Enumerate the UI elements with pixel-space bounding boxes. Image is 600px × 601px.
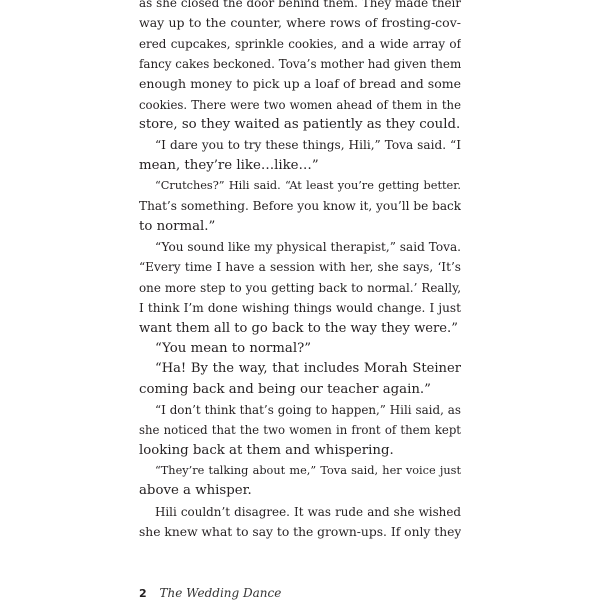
text-line: mean, they’re like…like…” bbox=[139, 157, 319, 173]
text-line: want them all to go back to the way they were.” bbox=[139, 320, 458, 336]
text-line: “They’re talking about me,” Tova said, her voice just bbox=[155, 463, 461, 477]
page-footer bbox=[139, 586, 281, 601]
text-line: “I dare you to try these things, Hili,” Tova said. “I bbox=[155, 138, 461, 153]
text-line: That’s something. Before you know it, you’ll be back bbox=[139, 199, 461, 214]
text-line: enough money to pick up a loaf of bread and some bbox=[139, 76, 461, 92]
text-line: “Ha! By the way, that includes Morah Steiner bbox=[155, 361, 461, 377]
text-line: “I don’t think that’s going to happen,” Hili said, as bbox=[155, 402, 461, 417]
text-line: coming back and being our teacher again.” bbox=[139, 381, 431, 397]
text-line: “You mean to normal?” bbox=[155, 340, 311, 356]
text-line: I think I’m done wishing things would change. I just bbox=[139, 301, 461, 316]
text-line: she noticed that the two women in front of them kept bbox=[139, 423, 461, 438]
text-line: above a whisper. bbox=[139, 483, 252, 499]
text-line: “Crutches?” Hili said. “At least you’re getting better. bbox=[155, 179, 461, 193]
running-title: The Wedding Dance bbox=[159, 586, 282, 600]
text-line: looking back at them and whispering. bbox=[139, 442, 394, 458]
text-line: “Every time I have a session with her, she says, ‘It’s bbox=[139, 260, 461, 275]
text-line: one more step to you getting back to normal.’ Really, bbox=[139, 280, 461, 295]
text-line: fancy cakes beckoned. Tova’s mother had given them bbox=[139, 57, 461, 72]
body-text bbox=[139, 0, 461, 542]
text-line: cookies. There were two women ahead of them in the bbox=[139, 97, 461, 112]
text-line: she knew what to say to the grown-ups. If only they bbox=[139, 524, 461, 539]
text-line: “You sound like my physical therapist,” said Tova. bbox=[155, 240, 461, 255]
text-line: as she closed the door behind them. They made their bbox=[139, 0, 461, 10]
text-line: Hili couldn’t disagree. It was rude and she wished bbox=[155, 504, 461, 519]
page-number: 2 bbox=[139, 587, 147, 600]
text-line: way up to the counter, where rows of frosting-cov- bbox=[139, 15, 461, 31]
text-line: to normal.” bbox=[139, 218, 216, 234]
text-line: store, so they waited as patiently as they could. bbox=[139, 117, 461, 133]
text-line: ered cupcakes, sprinkle cookies, and a wide array of bbox=[139, 36, 461, 51]
